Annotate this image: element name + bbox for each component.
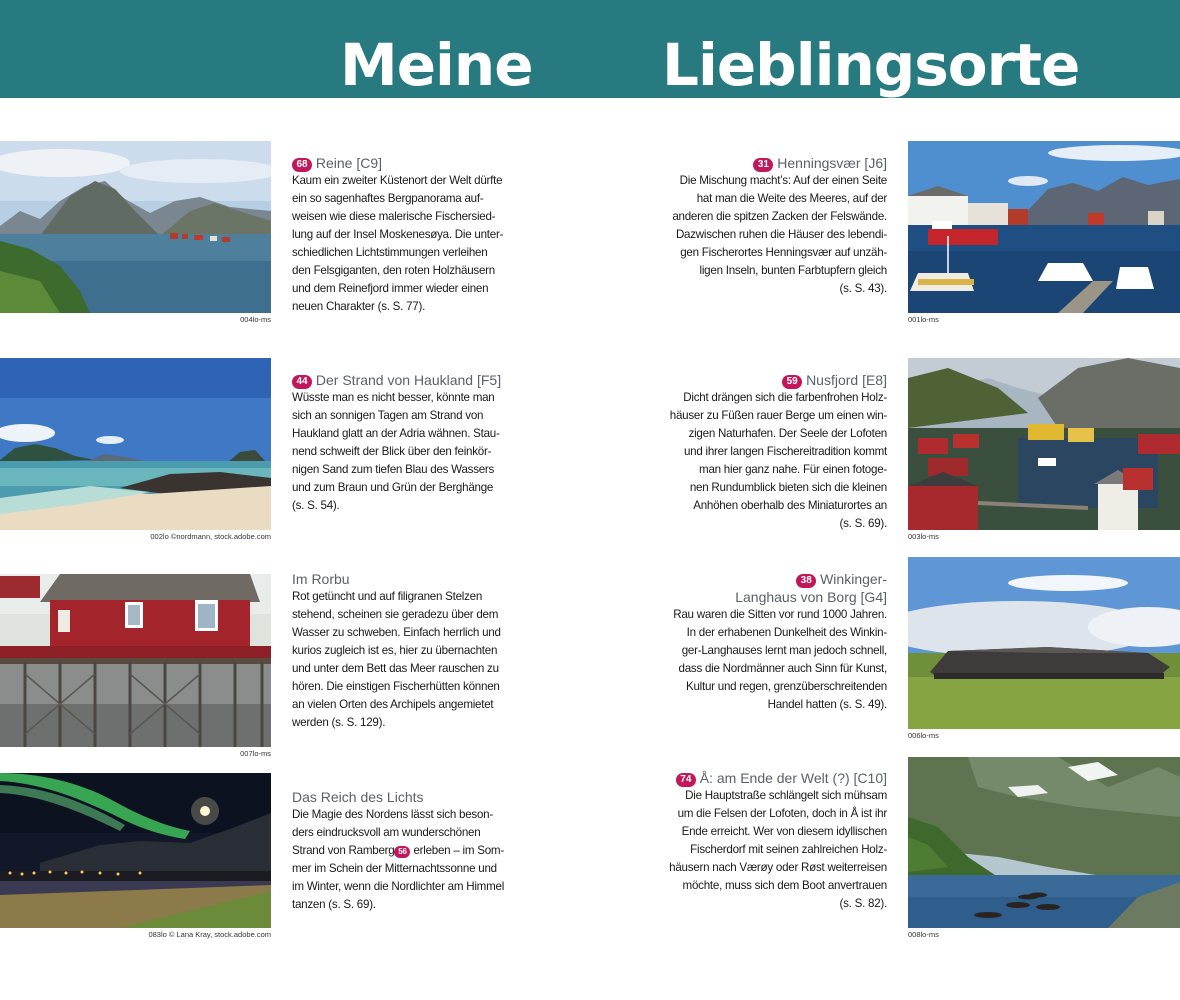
photo-aurora (0, 773, 271, 928)
entry-body (651, 172, 887, 298)
text-line: ligen Inseln, bunten Farbtupfern gleich (699, 264, 887, 277)
text-line: (s. S. 82). (839, 897, 887, 910)
text-line: nen Rundumblick bieten sich die kleinen (689, 481, 887, 494)
entry-body (292, 389, 528, 515)
entry-a-ende-der-welt (651, 769, 887, 913)
entry-rorbu (292, 570, 528, 732)
text-line: Die Hauptstraße schlängelt sich mühsam (685, 789, 887, 802)
text-line: im Winter, wenn die Nordlichter am Himmel (292, 880, 505, 893)
text-line: den Felsgiganten, den roten Holzhäusern (292, 264, 495, 277)
text-line: stehend, scheinen sie geradezu über dem (292, 608, 499, 621)
text-line: sich an sonnigen Tagen am Strand von (292, 409, 484, 422)
text-line: hat man die Weite des Meeres, auf der (696, 192, 887, 205)
entry-body (651, 389, 887, 533)
text-line: weisen wie diese malerische Fischersied- (292, 210, 496, 223)
location-badge: 44 (292, 375, 312, 389)
text-line: um die Felsen der Lofoten, doch in Å ist ihr (677, 807, 887, 820)
location-badge: 68 (292, 158, 312, 172)
text-line: ders eindrucksvoll am wunderschönen (292, 826, 481, 839)
text-line: und zum Braun und Grün der Berghänge (292, 481, 494, 494)
entry-title (651, 570, 887, 588)
entry-reine (292, 154, 528, 316)
location-badge: 31 (753, 158, 773, 172)
text-line: Dicht drängen sich die farbenfrohen Holz- (683, 391, 887, 404)
text-line: dass die Nordmänner auch Sinn für Kunst, (678, 662, 887, 675)
text-line: Rau waren die Sitten vor rund 1000 Jahren. (673, 608, 887, 621)
entry-body (651, 787, 887, 913)
text-line: Kaum ein zweiter Küstenort der Welt dürfte (292, 174, 503, 187)
photo-credit: 008lo-ms (908, 930, 939, 939)
text-line: Wüsste man es nicht besser, könnte man (292, 391, 495, 404)
entry-henningsvaer (651, 154, 887, 298)
text-line: (s. S. 43). (839, 282, 887, 295)
entry-title (292, 371, 528, 389)
text-line: ger-Langhauses lernt man jedoch schnell, (681, 644, 887, 657)
text-line: neuen Charakter (s. S. 77). (292, 300, 426, 313)
entry-langhaus-borg (651, 570, 887, 714)
entry-reich-des-lichts (292, 788, 528, 914)
text-line: mer im Schein der Mitternachtssonne und (292, 862, 497, 875)
text-line: häusern nach Værøy oder Røst weiterreisen (669, 861, 887, 874)
photo-haukland (0, 358, 271, 530)
text-line: möchte, muss sich dem Boot anvertrauen (682, 879, 887, 892)
photo-langhaus (908, 557, 1180, 729)
text-line: kurios zugleich ist es, hier zu übernachten (292, 644, 498, 657)
text-line: und ihrer langen Fischereitradition kommt (683, 445, 887, 458)
text-line: häuser zu Füßen rauer Berge um einen win- (669, 409, 887, 422)
photo-nusfjord (908, 358, 1180, 530)
text-line: Rot getüncht und auf filigranen Stelzen (292, 590, 483, 603)
entry-title (651, 371, 887, 389)
entry-title (292, 154, 528, 172)
text-line: In der erhabenen Dunkelheit des Winkin- (686, 626, 887, 639)
text-line: Die Magie des Nordens lässt sich beson- (292, 808, 493, 821)
photo-credit: 002lo ©nordmann, stock.adobe.com (150, 532, 271, 541)
photo-credit: 007lo-ms (240, 749, 271, 758)
entry-title (651, 769, 887, 787)
photo-credit: 006lo-ms (908, 731, 939, 740)
text-line: hören. Die einstigen Fischerhütten können (292, 680, 500, 693)
text-line: ein so sagenhaftes Bergpanorama auf- (292, 192, 484, 205)
entry-title: Im Rorbu (292, 571, 350, 587)
text-line: Dazwischen ruhen die Häuser des lebendi- (675, 228, 887, 241)
entry-title-text: Der Strand von Haukland [F5] (315, 372, 502, 388)
entry-title-line2: Langhaus von Borg [G4] (735, 589, 887, 605)
text-line: nend schweift der Blick über den feinkör- (292, 445, 492, 458)
text-line: Ende erreicht. Wer von diesem idyllischen (681, 825, 887, 838)
entry-title-text: Å: am Ende der Welt (?) [C10] (699, 770, 887, 786)
text-line (292, 842, 528, 860)
photo-credit: 004lo-ms (240, 315, 271, 324)
entry-title: Das Reich des Lichts (292, 789, 424, 805)
entry-title-text: Nusfjord [E8] (806, 372, 887, 388)
location-badge: 56 (394, 846, 410, 858)
photo-credit: 083lo © Lana Kray, stock.adobe.com (148, 930, 271, 939)
photo-reine (0, 141, 271, 313)
text-line: an vielen Orten des Archipels angemietet (292, 698, 494, 711)
text-line: tanzen (s. S. 69). (292, 898, 376, 911)
photo-henningsvaer (908, 141, 1180, 313)
text-line: werden (s. S. 129). (292, 716, 386, 729)
text-line: Fischerdorf mit seinen zahlreichen Holz- (690, 843, 887, 856)
text-line: und unter dem Bett das Meer rauschen zu (292, 662, 499, 675)
entry-body (292, 806, 528, 914)
text-fragment: Strand von Ramberg (292, 844, 395, 857)
text-line: man hier ganz nahe. Für einen fotoge- (699, 463, 887, 476)
text-line: Handel hatten (s. S. 49). (767, 698, 887, 711)
entry-body (292, 588, 528, 732)
text-fragment: erleben – im Som- (410, 844, 504, 857)
text-line: Kultur und regen, grenzüberschreitenden (685, 680, 887, 693)
text-line: (s. S. 54). (292, 499, 340, 512)
location-badge: 74 (676, 773, 696, 787)
text-line: gen Fischerortes Henningsvær auf unzäh- (680, 246, 887, 259)
text-line: Anhöhen oberhalb des Miniaturortes an (693, 499, 887, 512)
page-title-lieblingsorte: Lieblingsorte (662, 31, 1080, 99)
photo-a-ende-der-welt (908, 757, 1180, 928)
entry-body (651, 606, 887, 714)
page-title-meine: Meine (340, 31, 533, 99)
header-banner (0, 0, 1180, 98)
entry-nusfjord (651, 371, 887, 533)
location-badge: 38 (796, 574, 816, 588)
text-line: Wasser zu schweben. Einfach herrlich und (292, 626, 501, 639)
photo-credit: 003lo-ms (908, 532, 939, 541)
text-line: (s. S. 69). (839, 517, 887, 530)
text-line: Die Mischung macht’s: Auf der einen Seite (679, 174, 887, 187)
location-badge: 59 (782, 375, 802, 389)
entry-haukland (292, 371, 528, 515)
entry-title (651, 154, 887, 172)
entry-body (292, 172, 528, 316)
text-line: zigen Naturhafen. Der Seele der Lofoten (688, 427, 887, 440)
text-line: lung auf der Insel Moskenesøya. Die unter- (292, 228, 504, 241)
text-line: und dem Reinefjord immer wieder einen (292, 282, 489, 295)
entry-title-text: Reine [C9] (315, 155, 383, 171)
text-line: Haukland glatt an der Adria wähnen. Stau- (292, 427, 500, 440)
text-line: anderen die spitzen Zacken der Felswände. (672, 210, 887, 223)
text-line: schiedlichen Lichtstimmungen verleihen (292, 246, 488, 259)
text-line: nigen Sand zum tiefen Blau des Wassers (292, 463, 495, 476)
photo-rorbu (0, 574, 271, 747)
photo-credit: 001lo-ms (908, 315, 939, 324)
entry-title-text: Winkinger- (820, 571, 887, 587)
entry-title-text: Henningsvær [J6] (777, 155, 887, 171)
